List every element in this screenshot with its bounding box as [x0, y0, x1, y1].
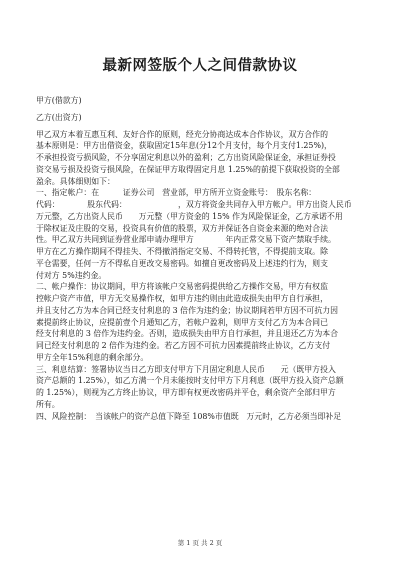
body-line: 资产总额的 1.25%），如乙方满一个月未能按时支付甲方下月利息（既甲方投入资产总额	[36, 376, 344, 386]
body-text	[36, 129, 366, 423]
body-line: 素提前终止协议，应提前壹个月通知乙方，若帐户盈利，则甲方支付乙方为本合同已	[36, 317, 328, 327]
body-line: 于除权证及庄股的交易，投资具有价值的股票，双方并保证各自资金来源的绝对合法	[36, 223, 328, 233]
body-line: 甲方在乙方操作期间不得挂失、不得撤消指定交易、不得转托管，不得提前支取。除	[36, 247, 328, 256]
body-line: 平仓需要，任何一方不得私自更改交易密码。如擅自更改密码及上述违约行为，则支	[36, 258, 328, 268]
body-line: 盈余。具体细则如下：	[36, 176, 115, 186]
body-line: 资交易亏损及投资亏损风险，在保证甲方取得固定月息 1.25%的前提下获取投资的全部	[36, 164, 340, 174]
body-line: 并且支付乙方为本合同已经支付利息的 3 倍作为违约金；协议期间若甲方因不可抗力因	[36, 305, 338, 315]
body-line: 代码： 股东代码： ，双方将资金共同存入甲方帐户。甲方出资人民币	[36, 200, 352, 209]
body-line: 基本原则是：甲方出借资金，获取固定15年息(分12个月支付，每个月支付1.25%)，	[36, 141, 332, 151]
page-footer: 第 1 页 共 2 页	[177, 539, 223, 547]
body-line: 万元整，乙方出资人民币 万元整（甲方资金的 15% 作为风险保证金，乙方承诺不用	[36, 211, 343, 221]
body-line: 三、利息结算：签署协议当日乙方即支付甲方下月固定利息人民币 元（既甲方投入	[36, 364, 336, 374]
body-line: 付对方 5%违约金。	[36, 270, 107, 280]
body-line: 甲乙双方本着互惠互利、友好合作的原则，经充分协商达成本合作协议，双方合作的	[36, 129, 328, 139]
body-line: 二、帐户操作：协议期间，甲方将该帐户交易密码提供给乙方操作交易，甲方有权监	[36, 282, 328, 292]
body-line: 控帐户资产市值，甲方无交易操作权，如甲方违约则由此造成损失由甲方自行承担，	[36, 294, 328, 303]
page-title: 最新网签版个人之间借款协议	[102, 57, 298, 74]
body-line: 一、指定帐户：在 证券公司 营业部，甲方所开立资金账号： 股东名称：	[36, 188, 317, 198]
body-line: 经支付利息的 3 倍作为违约金。否则，造成损失由甲方自行承担，并且退还乙方为本合	[36, 329, 338, 339]
document-body	[36, 95, 366, 422]
body-line: 所有。	[36, 399, 60, 409]
body-line: 四、风险控制： 当该帐户的资产总值下降至 108%市值既 万元时，乙方必须当即补足	[36, 411, 342, 421]
party-lender: 乙方(出资方)	[36, 112, 82, 122]
body-line: 同已经支付利息的 2 倍作为违约金。若乙方因不可抗力因素提前终止协议，乙方支付	[36, 341, 331, 350]
body-line: 甲方全年15%利息的剩余部分。	[36, 352, 149, 362]
body-line: 的 1.25%），则视为乙方终止协议，甲方即有权更改密码并平仓，剩余资产全部归甲方	[36, 388, 336, 397]
body-line: 性。甲乙双方共同到证券营业部申请办理甲方 年内正常交易下资产禁取手续。	[36, 235, 336, 245]
body-line: 不承担投资亏损风险，不分享固定利息以外的盈利；乙方出资风险保证金，承担证券投	[36, 153, 336, 162]
party-borrower: 甲方(借款方)	[36, 96, 82, 105]
